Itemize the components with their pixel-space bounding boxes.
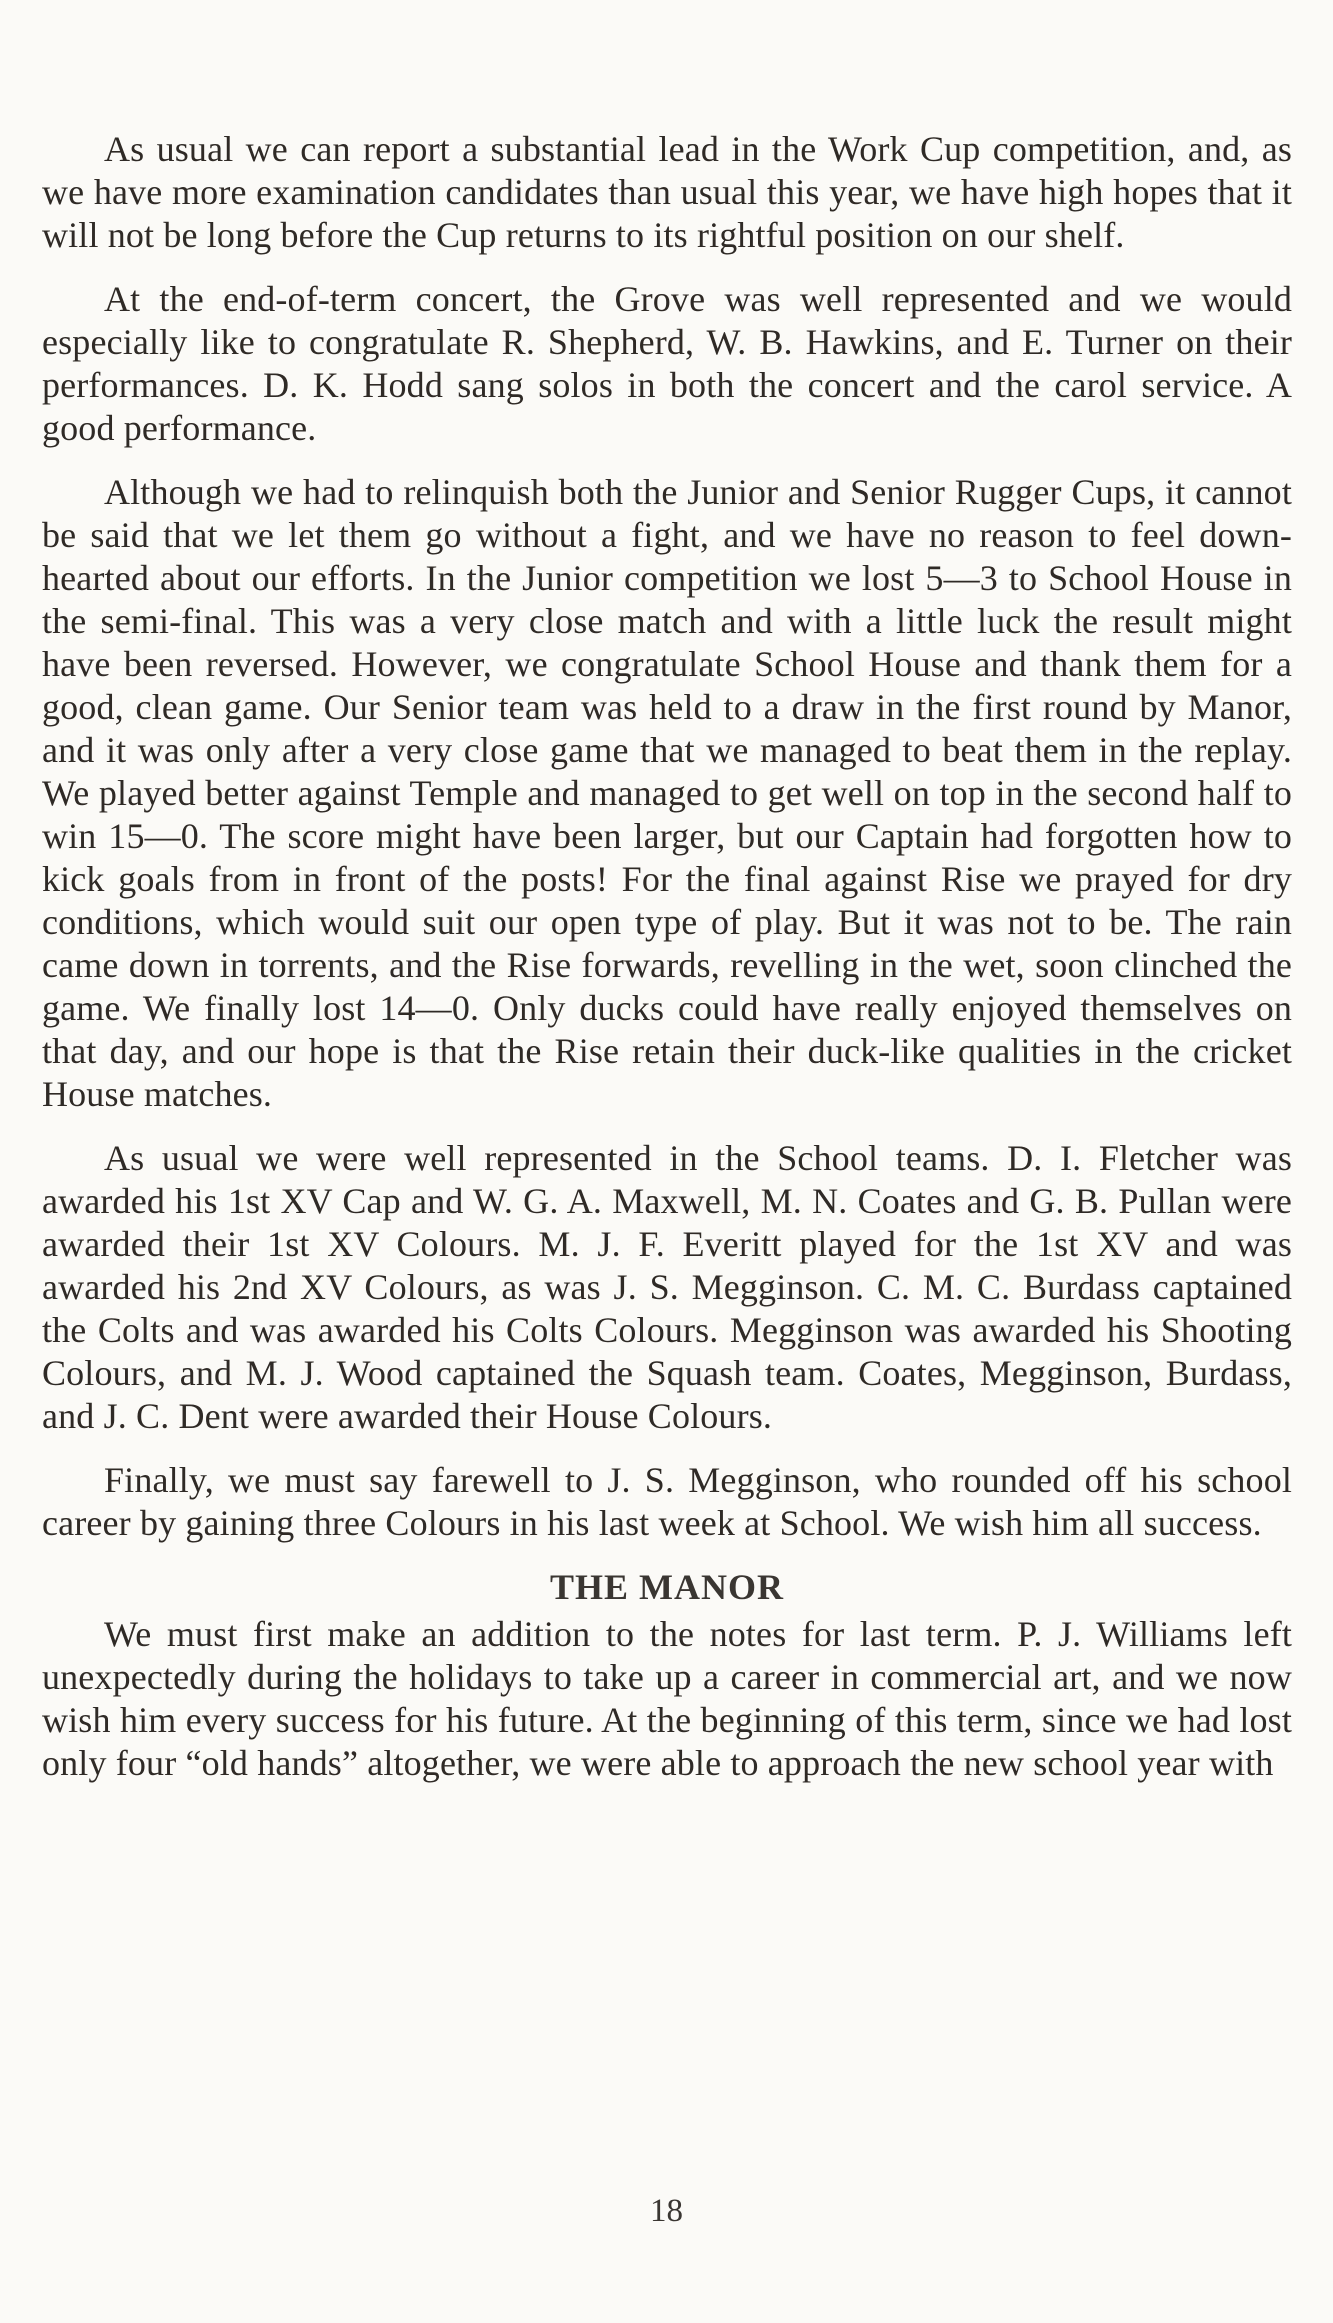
paragraph-farewell: Finally, we must say farewell to J. S. Megginson, who rounded off his school career by gaining three Colours in his last week at School. We wish him all success. [42,1460,1292,1543]
page-number: 18 [650,2193,683,2229]
paragraph-concert: At the end-of-term concert, the Grove was well represented and we would especially like to congratulate R. Shepherd, W. B. Hawkins, and E. Turner on their performances. D. K. Hodd sang solos in both the concert and the carol service. A good performance. [42,279,1292,448]
paragraph-school-teams: As usual we were well represented in the School teams. D. I. Fletcher was awarded his 1st XV Cap and W. G. A. Maxwell, M. N. Coates and G. B. Pullan were awarded their 1st XV Colours. M. J. F. Everitt played for the 1st XV and was awarded his 2nd XV Colours, as was J. S. Megginson. C. M. C. Burdass captained the Colts and was awarded his Colts Colours. Megginson was awarded his Shooting Colours, and M. J. Wood captained the Squash team. Coates, Megginson, Burdass, and J. C. Dent were awarded their House Colours. [42,1138,1292,1436]
text-column [42,128,1292,1806]
paragraph-manor-intro: We must first make an addition to the notes for last term. P. J. Williams left unexpectedly during the holidays to take up a career in commercial art, and we now wish him every success for his future. At the beginning of this term, since we had lost only four “old hands” altogether, we were able to approach the new school year with [42,1614,1292,1783]
paragraph-rugger: Although we had to relinquish both the Junior and Senior Rugger Cups, it cannot be said that we let them go without a fight, and we have no reason to feel down-hearted about our efforts. In the Junior competition we lost 5—3 to School House in the semi-final. This was a very close match and with a little luck the result might have been reversed. However, we congratulate School House and thank them for a good, clean game. Our Senior team was held to a draw in the first round by Manor, and it was only after a very close game that we managed to beat them in the replay. We played better against Temple and managed to get well on top in the second half to win 15—0. The score might have been larger, but our Captain had forgotten how to kick goals from in front of the posts! For the final against Rise we prayed for dry conditions, which would suit our open type of play. But it was not to be. The rain came down in torrents, and the Rise forwards, revelling in the wet, soon clinched the game. We finally lost 14—0. Only ducks could have really enjoyed themselves on that day, and our hope is that the Rise retain their duck-like qualities in the cricket House matches. [42,472,1292,1114]
paragraph-work-cup: As usual we can report a substantial lead in the Work Cup competition, and, as we have more examination candidates than usual this year, we have high hopes that it will not be long before the Cup returns to its rightful position on our shelf. [42,129,1292,255]
section-heading: THE MANOR [550,1567,784,1607]
